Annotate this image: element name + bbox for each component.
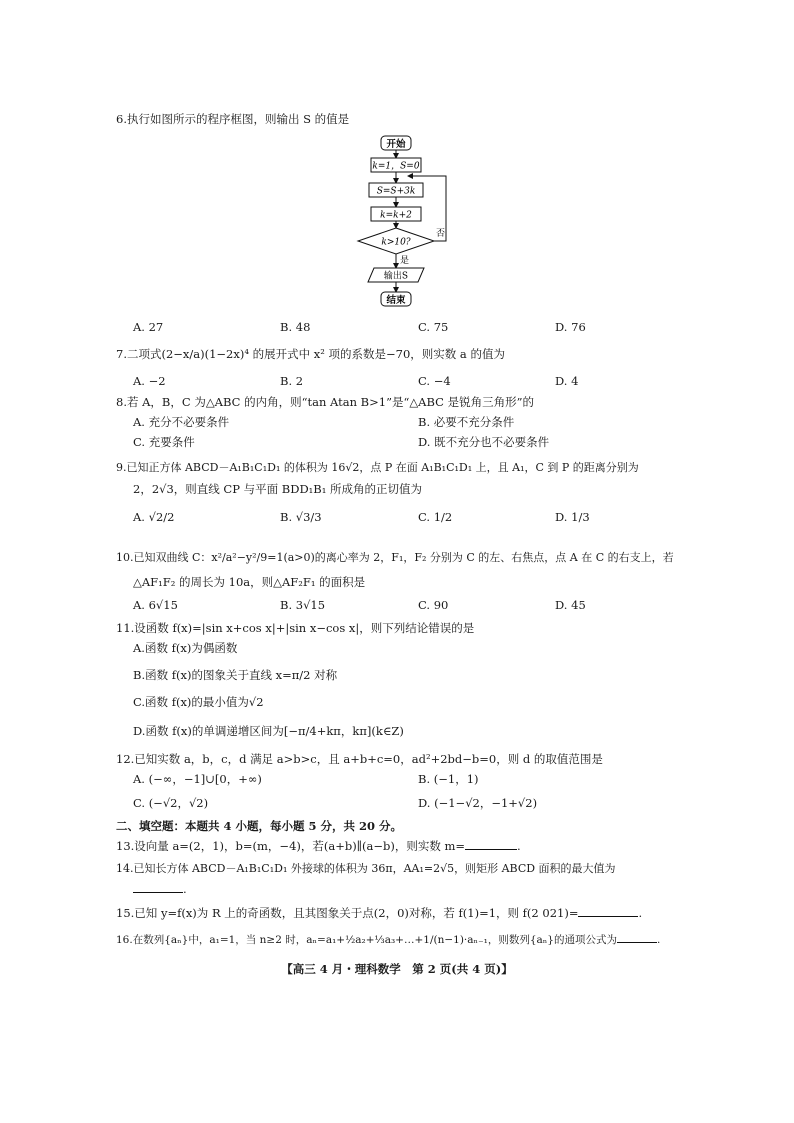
flow-no-label: 否 bbox=[436, 229, 446, 239]
q7-option-c: C. −4 bbox=[418, 374, 451, 388]
q12-option-a: A. (−∞，−1]∪[0，+∞) bbox=[133, 772, 262, 786]
flow-output-text: 输出S bbox=[383, 271, 409, 282]
q11-option-a: A.函数 f(x)为偶函数 bbox=[133, 641, 238, 655]
q9-line1: 9.已知正方体 ABCD－A₁B₁C₁D₁ 的体积为 16√2，点 P 在面 A₁B₁C₁D₁ 上，且 A₁，C 到 P 的距离分别为 bbox=[116, 461, 639, 474]
flow-init-text: k=1，S=0 bbox=[372, 161, 420, 172]
q9-line2: 2，2√3，则直线 CP 与平面 BDD₁B₁ 所成角的正切值为 bbox=[133, 482, 422, 496]
q16-stem: 16.在数列{aₙ}中，a₁=1，当 n≥2 时，aₙ=a₁+½a₂+⅓a₃+…+1/(n−1)·aₙ₋₁，则数列{aₙ}的通项公式为 bbox=[116, 934, 617, 946]
q10-line2: △AF₁F₂ 的周长为 10a，则△AF₂F₁ 的面积是 bbox=[133, 575, 366, 589]
q8-option-c: C. 充要条件 bbox=[133, 435, 195, 449]
q6-option-b: B. 48 bbox=[280, 320, 311, 334]
flow-step2-text: k=k+2 bbox=[380, 210, 412, 221]
flow-step1-text: S=S+3k bbox=[376, 186, 416, 197]
q15-end: . bbox=[638, 906, 643, 920]
section2-heading: 二、填空题：本题共 4 小题，每小题 5 分，共 20 分。 bbox=[116, 819, 403, 833]
q11-stem: 11.设函数 f(x)=|sin x+cos x|+|sin x−cos x|，则下列结论错误的是 bbox=[116, 621, 475, 635]
flow-yes-label: 是 bbox=[400, 256, 410, 266]
q12-option-b: B. (−1，1) bbox=[418, 772, 479, 786]
q16-answer-blank bbox=[617, 932, 657, 943]
q14-line2 bbox=[133, 882, 187, 896]
q13 bbox=[116, 838, 521, 854]
q10-option-c: C. 90 bbox=[418, 598, 449, 612]
q14-end: . bbox=[183, 882, 187, 896]
q13-answer-blank bbox=[465, 839, 517, 850]
q13-end: . bbox=[517, 839, 521, 853]
q12-option-d: D. (−1−√2，−1+√2) bbox=[418, 796, 538, 810]
q10-option-b: B. 3√15 bbox=[280, 598, 326, 612]
q15-answer-blank bbox=[578, 906, 638, 917]
q11-option-c: C.函数 f(x)的最小值为√2 bbox=[133, 695, 264, 709]
q9-option-c: C. 1/2 bbox=[418, 510, 453, 524]
q11-option-d: D.函数 f(x)的单调递增区间为[−π/4+kπ，kπ](k∈Z) bbox=[133, 724, 404, 738]
q6-stem: 6.执行如图所示的程序框图，则输出 S 的值是 bbox=[116, 112, 350, 126]
q10-option-a: A. 6√15 bbox=[133, 598, 178, 612]
q7-stem: 7.二项式(2−x/a)(1−2x)⁴ 的展开式中 x² 项的系数是−70，则实数 a 的值为 bbox=[116, 347, 505, 361]
q13-stem: 13.设向量 a=(2，1)，b=(m，−4)，若(a+b)∥(a−b)，则实数 m= bbox=[116, 839, 466, 853]
q14-answer-blank bbox=[133, 882, 183, 893]
q12-option-c: C. (−√2，√2) bbox=[133, 796, 209, 810]
q8-option-a: A. 充分不必要条件 bbox=[133, 415, 230, 429]
flow-decision-text: k>10? bbox=[381, 237, 411, 248]
q15 bbox=[116, 905, 642, 921]
flow-start-text: 开始 bbox=[386, 139, 406, 150]
q7-option-b: B. 2 bbox=[280, 374, 304, 388]
q8-stem: 8.若 A，B，C 为△ABC 的内角，则“tan Atan B>1”是“△ABC 是锐角三角形”的 bbox=[116, 395, 534, 409]
q7-option-d: D. 4 bbox=[555, 374, 579, 388]
q9-option-d: D. 1/3 bbox=[555, 510, 590, 524]
q10-option-d: D. 45 bbox=[555, 598, 586, 612]
q15-stem: 15.已知 y=f(x)为 R 上的奇函数，且其图象关于点(2，0)对称，若 f(1)=1，则 f(2 021)= bbox=[116, 906, 579, 920]
q6-option-c: C. 75 bbox=[418, 320, 449, 334]
q8-option-d: D. 既不充分也不必要条件 bbox=[418, 435, 550, 449]
q8-option-b: B. 必要不充分条件 bbox=[418, 415, 515, 429]
q6-option-d: D. 76 bbox=[555, 320, 586, 334]
flow-end-text: 结束 bbox=[386, 295, 406, 306]
q16 bbox=[116, 932, 660, 947]
page-footer: 【高三 4 月・理科数学 第 2 页(共 4 页)】 bbox=[281, 962, 513, 976]
q9-option-b: B. √3/3 bbox=[280, 510, 322, 524]
q7-option-a: A. −2 bbox=[133, 374, 166, 388]
q6-flowchart bbox=[350, 132, 460, 314]
q14-line1: 14.已知长方体 ABCD－A₁B₁C₁D₁ 外接球的体积为 36π，AA₁=2√5，则矩形 ABCD 面积的最大值为 bbox=[116, 862, 616, 875]
q16-end: . bbox=[657, 934, 661, 946]
q6-option-a: A. 27 bbox=[133, 320, 164, 334]
q9-option-a: A. √2/2 bbox=[133, 510, 175, 524]
q10-line1: 10.已知双曲线 C：x²/a²−y²/9=1(a>0)的离心率为 2，F₁，F₂ 分别为 C 的左、右焦点，点 A 在 C 的右支上，若 bbox=[116, 551, 674, 564]
q12-stem: 12.已知实数 a，b，c，d 满足 a>b>c，且 a+b+c=0，ad²+2bd−b=0，则 d 的取值范围是 bbox=[116, 752, 603, 766]
q11-option-b: B.函数 f(x)的图象关于直线 x=π/2 对称 bbox=[133, 668, 338, 682]
